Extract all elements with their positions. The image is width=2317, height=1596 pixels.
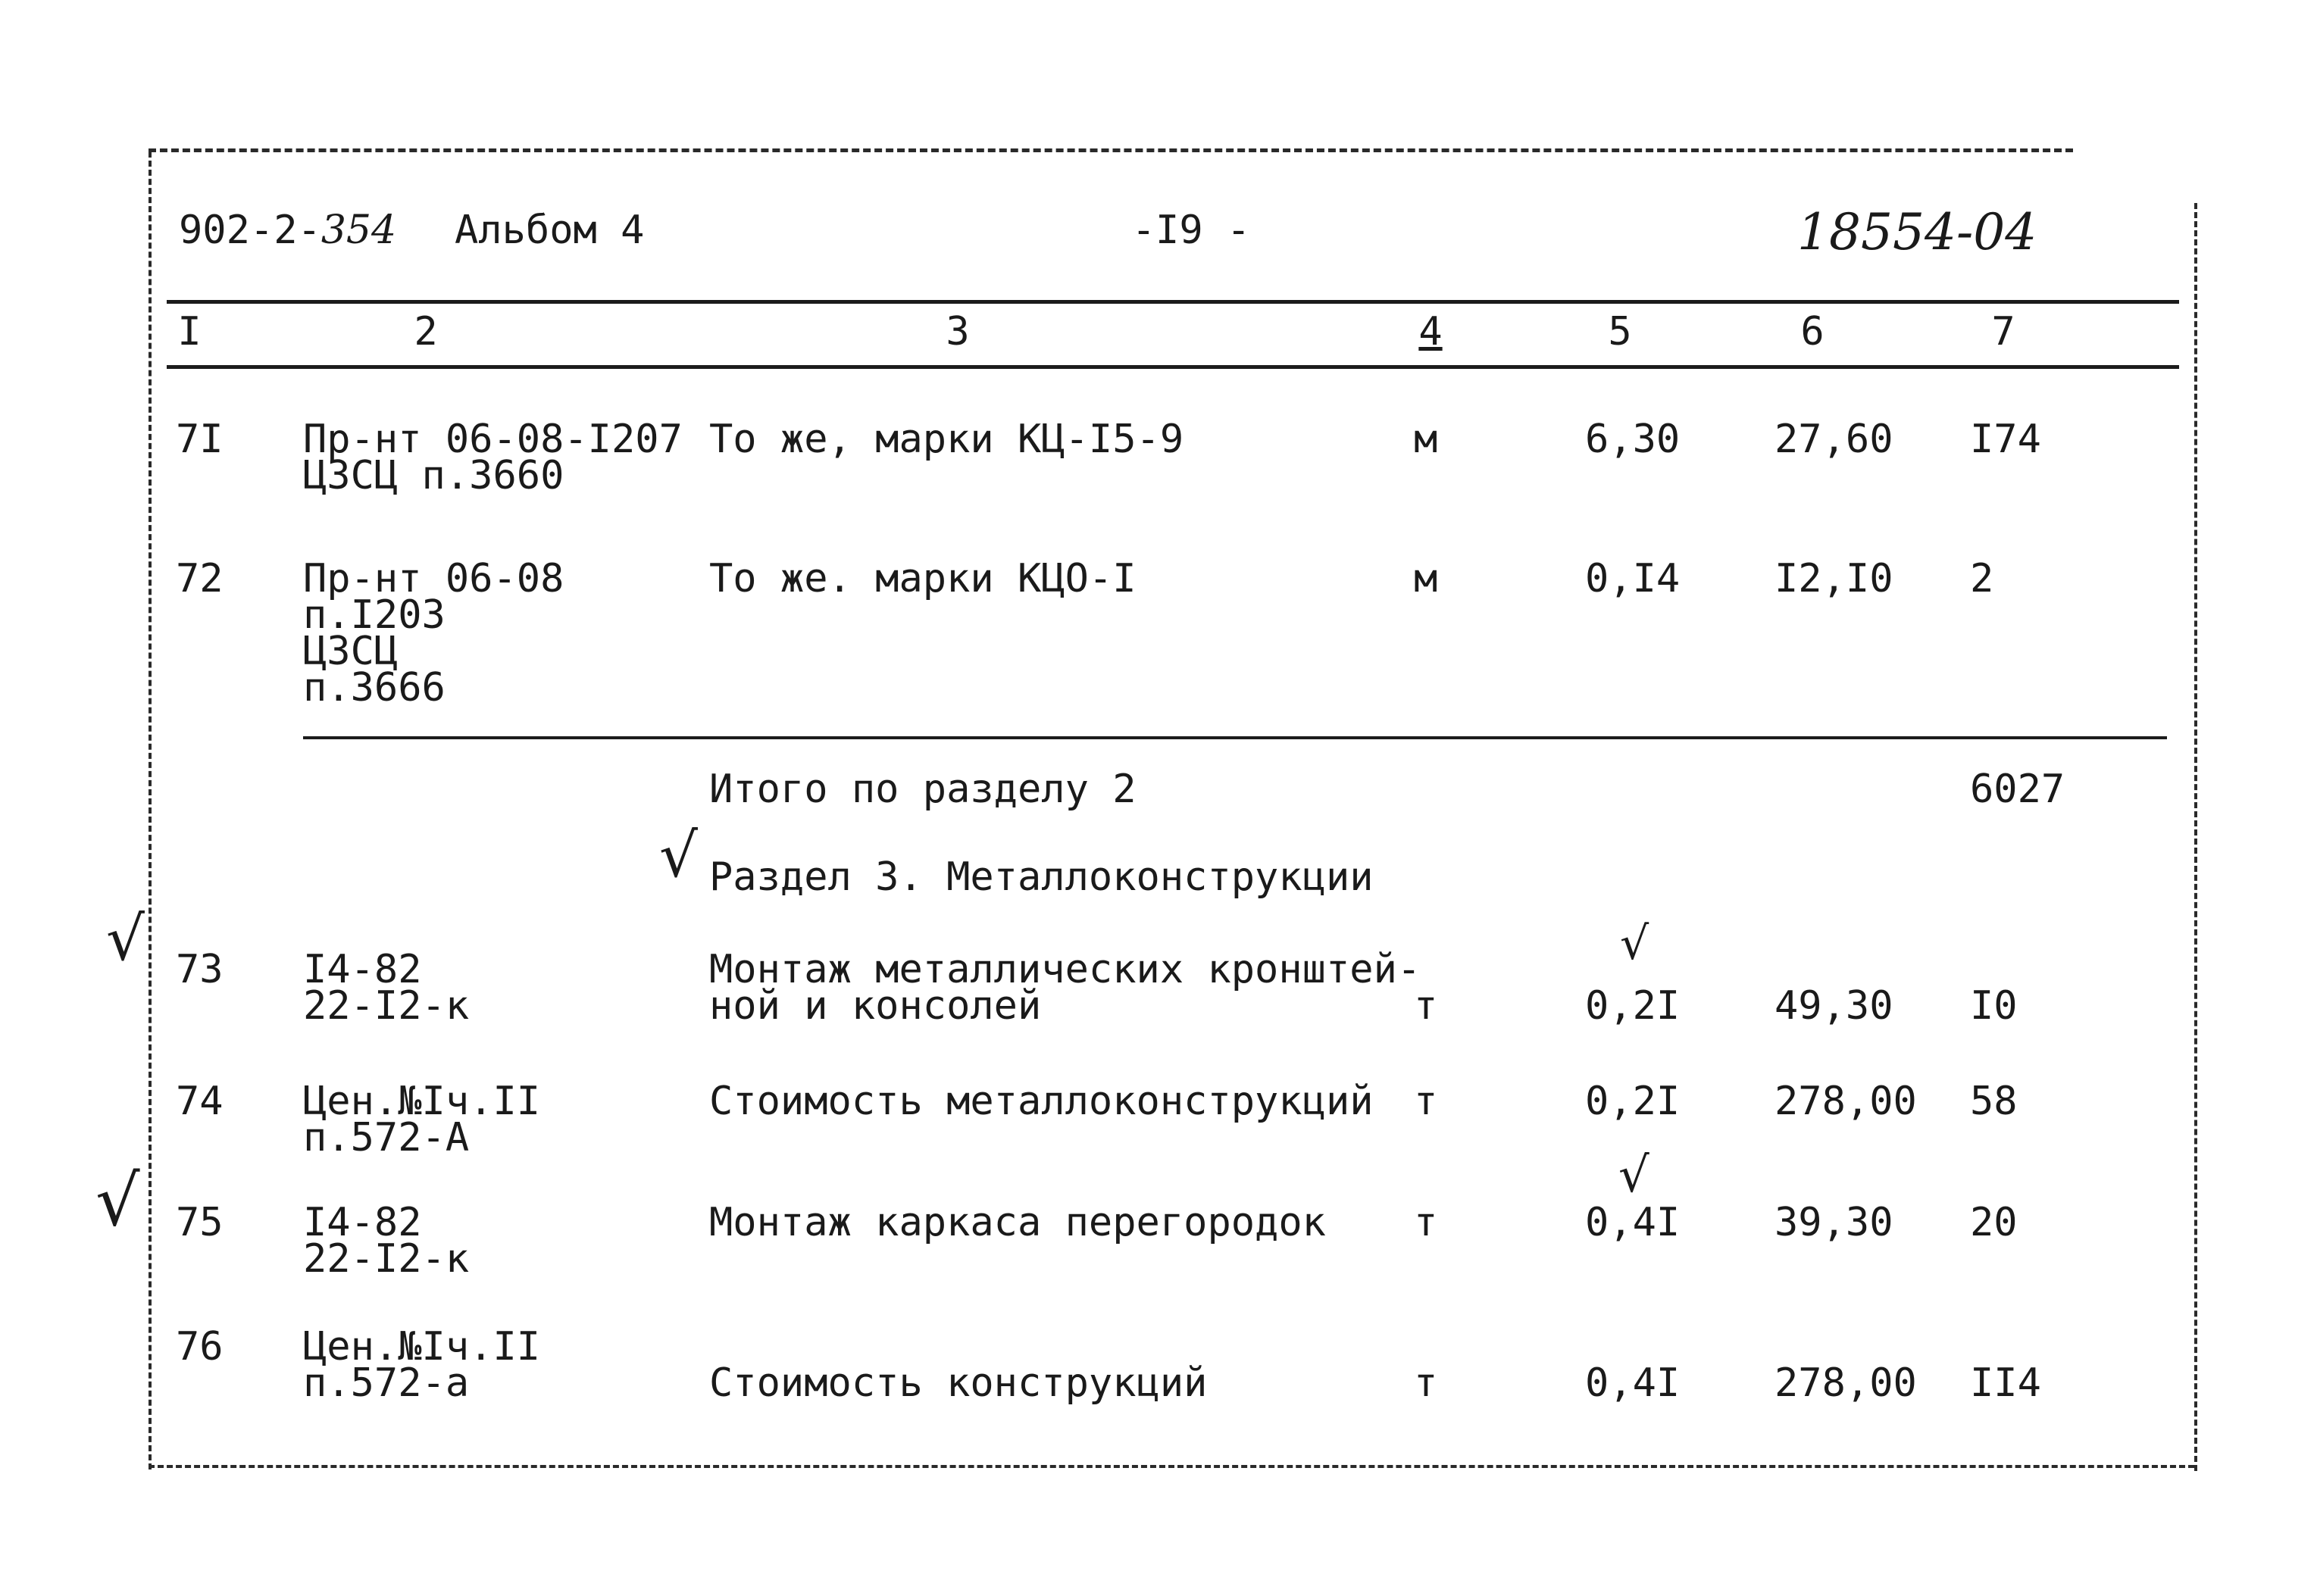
row-76-total: II4 xyxy=(1970,1360,2041,1406)
row-76-reference: Цен.№Iч.II п.572-а xyxy=(303,1324,541,1406)
check-mark-icon: √ xyxy=(1620,917,1649,970)
row-73-total: I0 xyxy=(1970,983,2018,1029)
stamp-number: 18554-04 xyxy=(1797,203,2037,261)
row-72-number: 72 xyxy=(176,556,224,601)
section-3-heading: Раздел 3. Металлоконструкции xyxy=(709,854,1374,900)
row-73-description: Монтаж металлических кронштей- ной и консолей xyxy=(709,947,1421,1029)
row-74-description: Стоимость металлоконструкций xyxy=(709,1079,1374,1124)
section-2-total-value: 6027 xyxy=(1970,767,2065,812)
header-rule-bottom xyxy=(167,365,2179,369)
check-mark-icon: √ xyxy=(95,1160,140,1242)
row-76-quantity: 0,4I xyxy=(1585,1360,1681,1406)
row-73-unit: т xyxy=(1414,983,1438,1029)
row-71-unit: м xyxy=(1414,417,1438,462)
row-74-quantity: 0,2I xyxy=(1585,1079,1681,1124)
column-header-7: 7 xyxy=(1991,309,2015,354)
row-75-total: 20 xyxy=(1970,1200,2018,1245)
frame-bottom-border xyxy=(149,1465,2194,1468)
column-header-4: 4 xyxy=(1418,309,1443,354)
frame-top-border xyxy=(149,148,2073,152)
row-75-price: 39,30 xyxy=(1774,1200,1893,1245)
column-header-2: 2 xyxy=(414,309,438,354)
row-73-reference: I4-82 22-I2-к xyxy=(303,947,470,1029)
doc-number: 902-2-354 xyxy=(179,208,397,253)
row-73-number: 73 xyxy=(176,947,224,992)
album-label: Альбом 4 xyxy=(455,208,645,253)
row-72-unit: м xyxy=(1414,556,1438,601)
frame-right-border xyxy=(2194,203,2197,1471)
row-71-total: I74 xyxy=(1970,417,2041,462)
row-71-description: То же, марки КЦ-I5-9 xyxy=(709,417,1184,462)
row-71-price: 27,60 xyxy=(1774,417,1893,462)
section-2-total-label: Итого по разделу 2 xyxy=(709,767,1137,812)
row-74-unit: т xyxy=(1414,1079,1438,1124)
row-75-unit: т xyxy=(1414,1200,1438,1245)
row-75-quantity: 0,4I xyxy=(1585,1200,1681,1245)
row-75-reference: I4-82 22-I2-к xyxy=(303,1200,470,1282)
row-73-quantity: 0,2I xyxy=(1585,983,1681,1029)
row-71-quantity: 6,30 xyxy=(1585,417,1681,462)
row-76-price: 278,00 xyxy=(1774,1360,1917,1406)
header-rule-top xyxy=(167,300,2179,304)
row-72-price: I2,I0 xyxy=(1774,556,1893,601)
row-75-number: 75 xyxy=(176,1200,224,1245)
row-72-description: То же. марки КЦО-I xyxy=(709,556,1137,601)
subtotal-rule xyxy=(303,736,2167,739)
row-74-reference: Цен.№Iч.II п.572-А xyxy=(303,1079,541,1160)
row-74-price: 278,00 xyxy=(1774,1079,1917,1124)
row-71-number: 7I xyxy=(176,417,224,462)
check-mark-icon: √ xyxy=(1618,1148,1649,1204)
column-header-5: 5 xyxy=(1608,309,1632,354)
row-76-number: 76 xyxy=(176,1324,224,1370)
row-74-total: 58 xyxy=(1970,1079,2018,1124)
check-mark-icon: √ xyxy=(659,820,698,891)
frame-left-border xyxy=(149,151,152,1470)
row-75-description: Монтаж каркаса перегородок xyxy=(709,1200,1326,1245)
page-number: -I9 - xyxy=(1131,208,1251,253)
row-73-price: 49,30 xyxy=(1774,983,1893,1029)
row-72-reference: Пр-нт 06-08 п.I203 ЦЗСЦ п.3666 xyxy=(303,556,564,711)
row-76-unit: т xyxy=(1414,1360,1438,1406)
column-header-3: 3 xyxy=(946,309,970,354)
row-76-description: Стоимость конструкций xyxy=(709,1360,1208,1406)
column-header-1: I xyxy=(177,309,202,354)
column-header-6: 6 xyxy=(1800,309,1825,354)
row-74-number: 74 xyxy=(176,1079,224,1124)
row-72-quantity: 0,I4 xyxy=(1585,556,1681,601)
check-mark-icon: √ xyxy=(106,904,145,974)
row-72-total: 2 xyxy=(1970,556,1994,601)
row-71-reference: Пр-нт 06-08-I207 ЦЗСЦ п.3660 xyxy=(303,417,683,498)
